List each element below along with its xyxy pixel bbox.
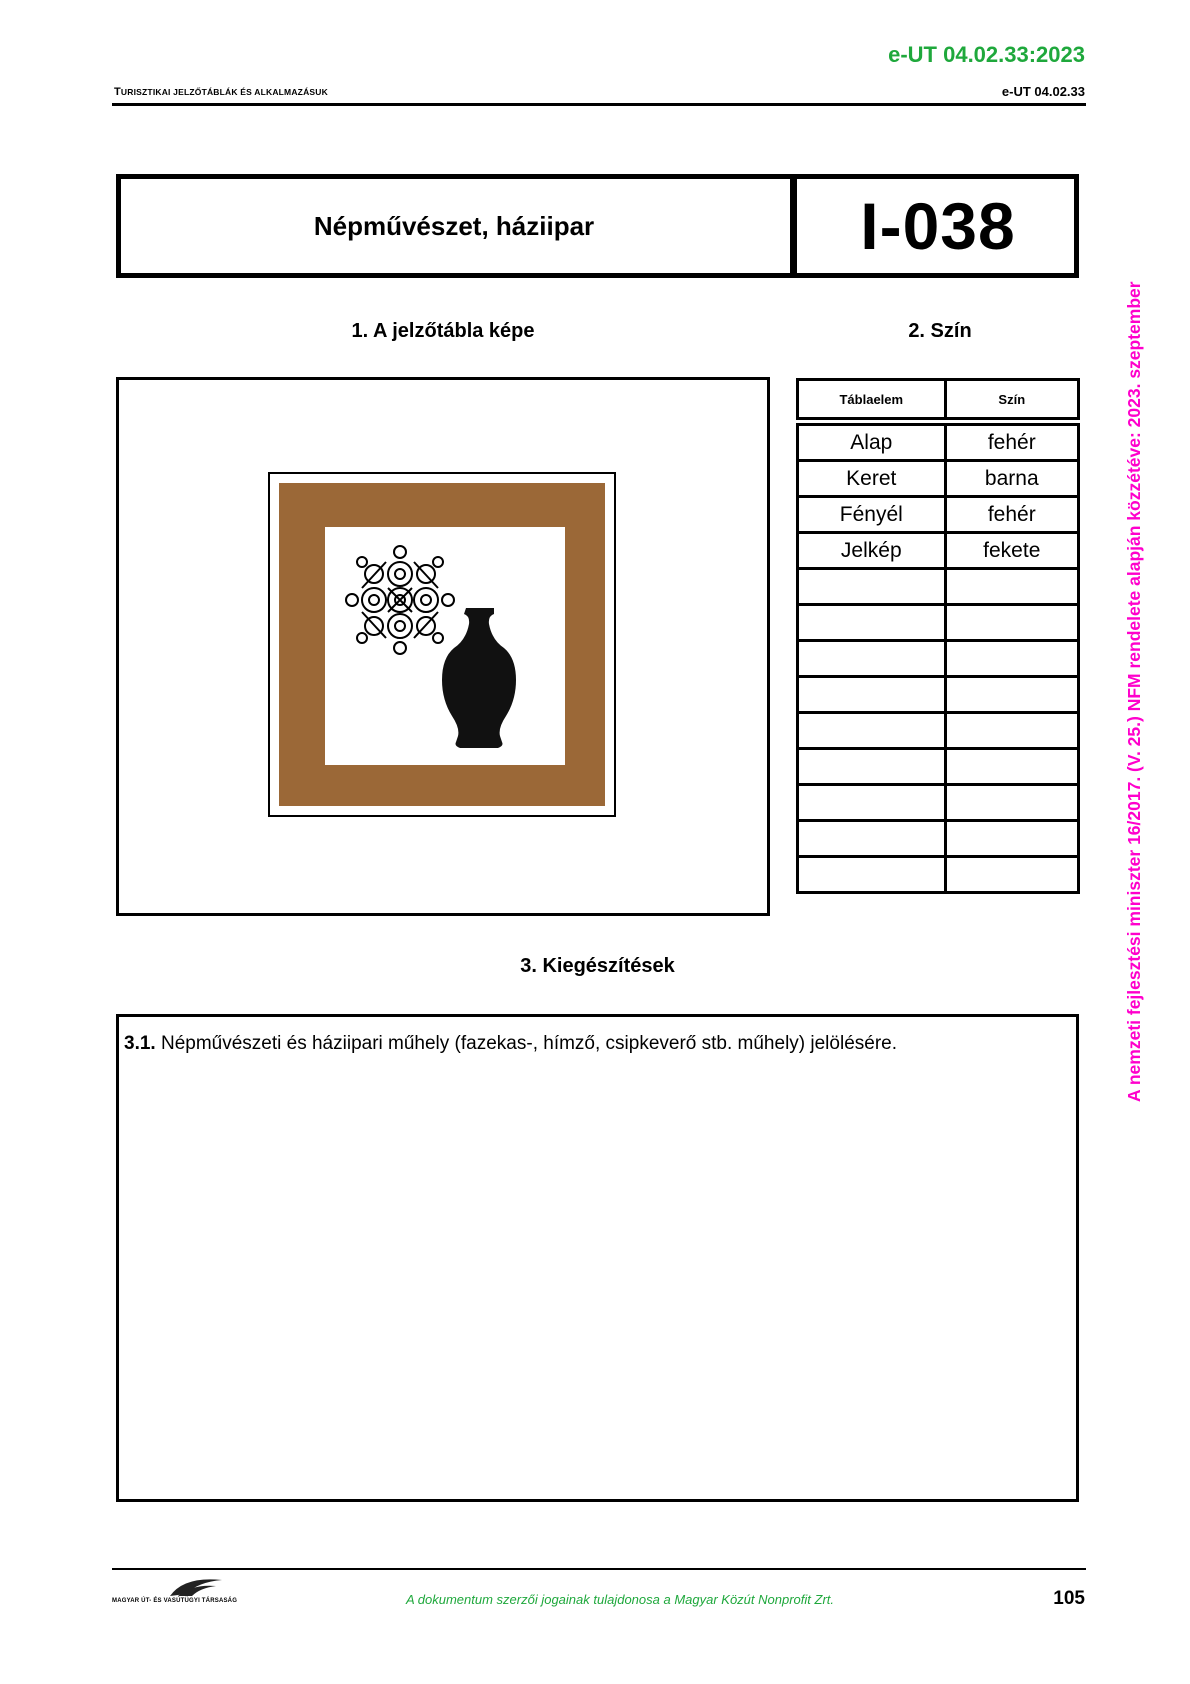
color-table-header bbox=[798, 380, 1079, 419]
color-table bbox=[796, 378, 1080, 894]
cell-element bbox=[798, 677, 946, 713]
table-row bbox=[798, 713, 1079, 749]
supplement-item-text: Népművészeti és háziipari műhely (fazekas-, hímző, csipkeverő stb. műhely) jelölésére. bbox=[155, 1033, 897, 1054]
cell-color: barna bbox=[945, 461, 1078, 497]
table-row bbox=[798, 461, 1079, 497]
cell-element: Keret bbox=[798, 461, 946, 497]
cell-element bbox=[798, 605, 946, 641]
cell-element bbox=[798, 821, 946, 857]
cell-element bbox=[798, 749, 946, 785]
cell-color bbox=[945, 857, 1078, 893]
page-number: 105 bbox=[1053, 1588, 1085, 1609]
footer-organization: MAGYAR ÚT- ÉS VASÚTÜGYI TÁRSASÁG bbox=[112, 1598, 238, 1604]
table-row bbox=[798, 677, 1079, 713]
cell-element bbox=[798, 569, 946, 605]
table-row bbox=[798, 785, 1079, 821]
cell-element bbox=[798, 641, 946, 677]
cell-color bbox=[945, 713, 1078, 749]
running-code: e-UT 04.02.33 bbox=[1001, 84, 1085, 99]
sign-title: Népművészet, háziipar bbox=[313, 210, 595, 241]
supplements-box bbox=[116, 1014, 1079, 1502]
section-2-heading: 2. Szín bbox=[908, 320, 972, 342]
table-row bbox=[798, 605, 1079, 641]
cell-color bbox=[945, 749, 1078, 785]
cell-color bbox=[945, 677, 1078, 713]
cell-color bbox=[945, 605, 1078, 641]
supplement-item bbox=[124, 1033, 1064, 1055]
table-row bbox=[798, 533, 1079, 569]
cell-element bbox=[798, 785, 946, 821]
footer-copyright: A dokumentum szerzői jogainak tulajdonosa a Magyar Közút Nonprofit Zrt. bbox=[405, 1592, 834, 1607]
table-row bbox=[798, 749, 1079, 785]
cell-color: fekete bbox=[945, 533, 1078, 569]
publisher-logo-icon bbox=[112, 1574, 264, 1614]
cell-element: Jelkép bbox=[798, 533, 946, 569]
table-row bbox=[798, 425, 1079, 461]
cell-color bbox=[945, 569, 1078, 605]
document-code: e-UT 04.02.33:2023 bbox=[888, 42, 1085, 67]
running-title-initial: T bbox=[114, 86, 121, 98]
header-rule bbox=[112, 103, 1086, 106]
section-1-heading: 1. A jelzőtábla képe bbox=[351, 320, 535, 342]
cell-element: Fényél bbox=[798, 497, 946, 533]
column-header-color: Szín bbox=[945, 380, 1078, 419]
running-title bbox=[114, 86, 328, 98]
table-row bbox=[798, 857, 1079, 893]
running-title-rest: URISZTIKAI JELZŐTÁBLÁK ÉS ALKALMAZÁSUK bbox=[120, 87, 328, 97]
cell-element bbox=[798, 713, 946, 749]
section-3-heading: 3. Kiegészítések bbox=[520, 955, 675, 977]
sign-image bbox=[268, 472, 616, 817]
cell-color: fehér bbox=[945, 425, 1078, 461]
table-row bbox=[798, 641, 1079, 677]
cell-color bbox=[945, 641, 1078, 677]
cell-element bbox=[798, 857, 946, 893]
table-row bbox=[798, 821, 1079, 857]
cell-color bbox=[945, 821, 1078, 857]
table-row bbox=[798, 497, 1079, 533]
table-row bbox=[798, 569, 1079, 605]
column-header-element: Táblaelem bbox=[798, 380, 946, 419]
sign-code: I-038 bbox=[860, 189, 1016, 263]
cell-color bbox=[945, 785, 1078, 821]
sidebar-publication-note: A nemzeti fejlesztési miniszter 16/2017. (V. 25.) NFM rendelete alapján közzétéve: 2023. szeptember bbox=[1124, 281, 1144, 1102]
supplement-item-number: 3.1. bbox=[124, 1033, 156, 1054]
cell-color: fehér bbox=[945, 497, 1078, 533]
footer-rule bbox=[112, 1568, 1086, 1570]
sign-white-field bbox=[325, 527, 565, 765]
cell-element: Alap bbox=[798, 425, 946, 461]
